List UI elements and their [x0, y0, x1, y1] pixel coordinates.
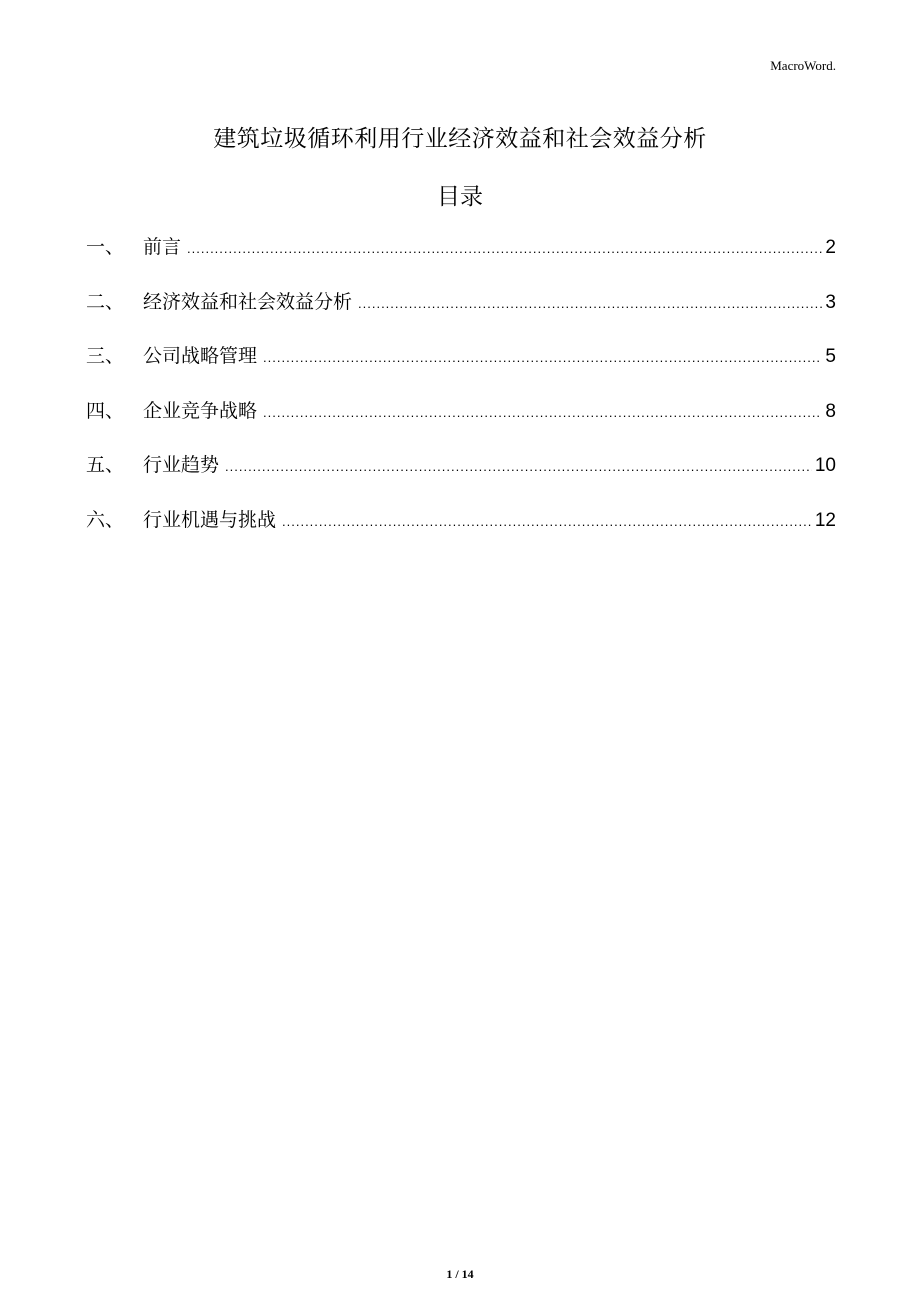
toc-dot-leader — [225, 459, 812, 474]
toc-dot-leader — [282, 514, 812, 529]
toc-dot-leader — [187, 241, 822, 256]
toc-entry-label[interactable]: 企业竞争战略 — [143, 399, 258, 422]
toc-entry-page[interactable]: 10 — [814, 455, 836, 477]
toc-entry-page[interactable]: 5 — [825, 346, 836, 368]
toc-dot-leader — [263, 350, 822, 365]
toc-entry-economic-social-benefits[interactable] — [86, 287, 836, 342]
toc-entry-opportunities-challenges[interactable] — [86, 505, 836, 560]
toc-entry-strategy-management[interactable] — [86, 341, 836, 396]
toc-entry-industry-trends[interactable] — [86, 450, 836, 505]
document-title: 建筑垃圾循环利用行业经济效益和社会效益分析 — [213, 126, 707, 152]
toc-entry-page[interactable]: 8 — [825, 400, 836, 422]
toc-entry-label[interactable]: 行业趋势 — [143, 454, 220, 477]
toc-entry-number: 五、 — [86, 454, 125, 477]
toc-entry-number: 二、 — [86, 290, 125, 313]
toc-entry-page[interactable]: 3 — [825, 291, 836, 313]
page-indicator: 1 / 14 — [446, 1267, 474, 1281]
toc-entry-number: 一、 — [86, 236, 125, 258]
toc-entry-label[interactable]: 行业机遇与挑战 — [143, 508, 277, 531]
toc-entry-label[interactable]: 经济效益和社会效益分析 — [143, 290, 353, 313]
toc-entry-page[interactable]: 2 — [825, 237, 836, 258]
toc-entry-preface[interactable] — [86, 232, 836, 287]
toc-entry-label[interactable]: 前言 — [143, 236, 182, 258]
toc-entry-number: 四、 — [86, 399, 125, 422]
toc-entry-number: 六、 — [86, 508, 125, 531]
toc-entry-page[interactable]: 12 — [814, 509, 836, 531]
toc-heading: 目录 — [437, 184, 483, 210]
table-of-contents — [86, 232, 836, 560]
header-text: MacroWord. — [770, 58, 836, 73]
toc-entry-label[interactable]: 公司战略管理 — [143, 345, 258, 368]
toc-entry-competitive-strategy[interactable] — [86, 396, 836, 451]
toc-dot-leader — [263, 405, 822, 420]
toc-entry-number: 三、 — [86, 345, 125, 368]
toc-dot-leader — [358, 296, 822, 311]
